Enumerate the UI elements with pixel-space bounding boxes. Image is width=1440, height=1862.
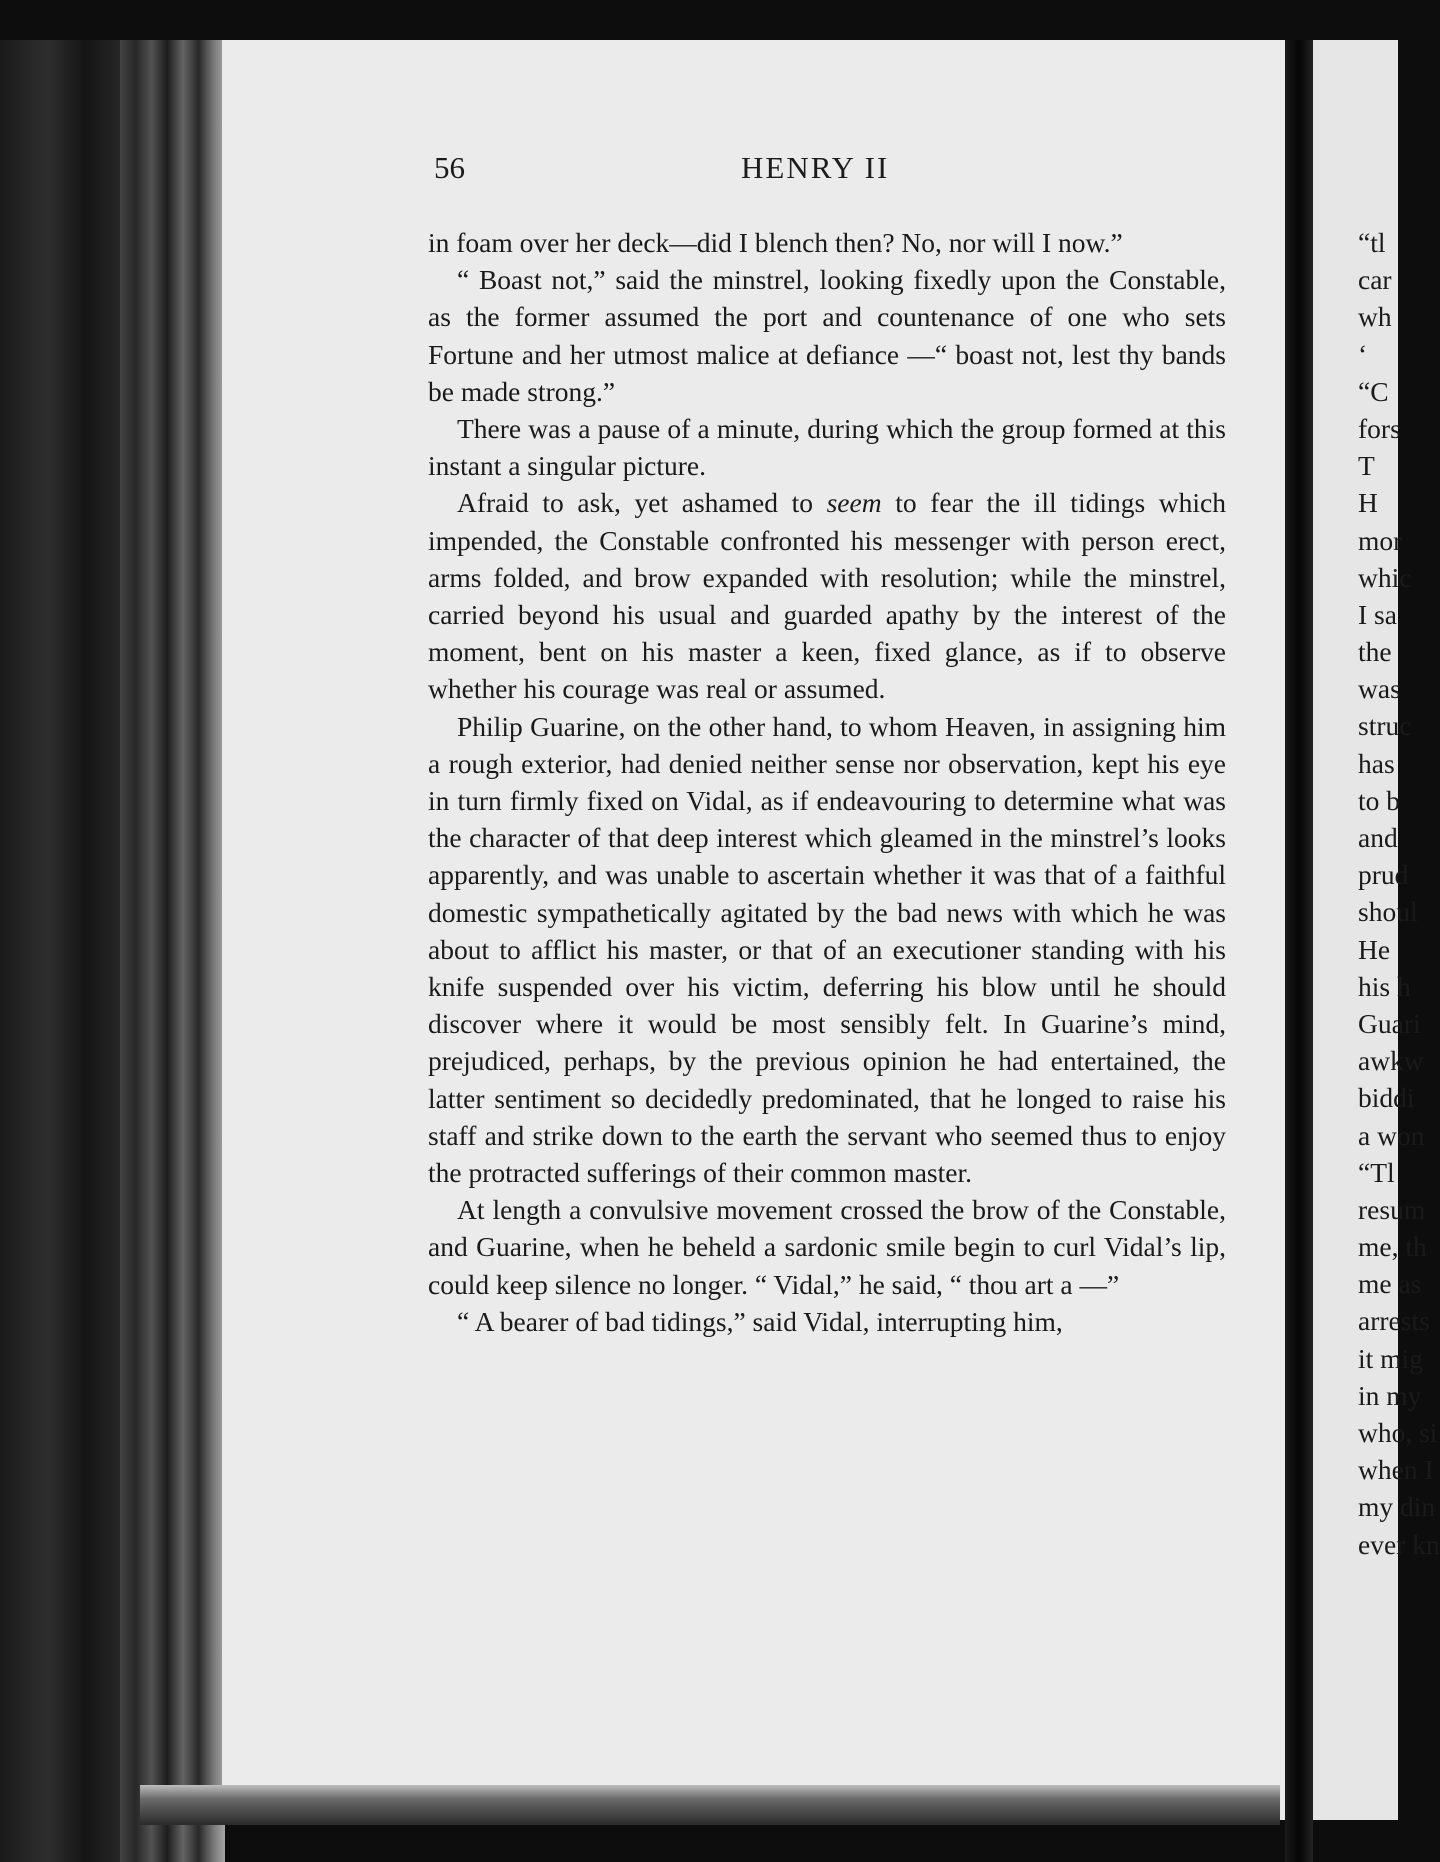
paragraph: “ Boast not,” said the minstrel, looking fixedly upon the Constable, as the former assumed the port and countenance of one who sets Fortune and her utmost malice at defiance —“ boast not, lest thy bands be made strong.” bbox=[428, 264, 1226, 407]
page-bottom-edge bbox=[140, 1785, 1280, 1825]
facing-page-line: who, si bbox=[1358, 1417, 1438, 1448]
book-spine-edge bbox=[0, 40, 120, 1862]
running-head: HENRY II bbox=[741, 150, 890, 185]
facing-page-line: “Tl bbox=[1358, 1156, 1395, 1188]
page-number: 56 bbox=[434, 150, 465, 185]
facing-page-line: “C bbox=[1358, 375, 1389, 407]
facing-page-line: me as bbox=[1358, 1268, 1422, 1300]
paragraph: There was a pause of a minute, during which the group formed at this instant a singular picture. bbox=[428, 413, 1226, 482]
facing-page-text bbox=[1358, 224, 1440, 1563]
facing-page-line: biddi bbox=[1358, 1082, 1415, 1114]
facing-page-line: when I bbox=[1358, 1454, 1434, 1486]
facing-page-line: resum bbox=[1358, 1193, 1426, 1225]
facing-page-line: ‘ bbox=[1358, 338, 1368, 370]
facing-page-line: was bbox=[1358, 673, 1401, 705]
facing-page-line: “tl bbox=[1358, 227, 1386, 258]
facing-page-line: the bbox=[1358, 636, 1392, 668]
facing-page-line: awkw bbox=[1358, 1045, 1424, 1077]
paragraph: Philip Guarine, on the other hand, to whom Heaven, in assigning him a rough exterior, had denied neither sense nor observation, kept his eye in turn firmly fixed on Vidal, as if endeavouring to determine what was the character of that deep interest which gleamed in the minstrel’s looks apparently, and was unable to ascertain whether it was that of a faithful domestic sympathetically agitated by the bad news with which he was about to afflict his master, or that of an executioner standing with his knife suspended over his victim, deferring his blow until he should discover where it would be most sensibly felt. In Guarine’s mind, prejudiced, perhaps, by the previous opinion he had entertained, the latter sentiment so decidedly predominated, that he longed to raise his staff and strike down to the earth the servant who seemed thus to enjoy the protracted sufferings of their common master. bbox=[428, 710, 1226, 1189]
facing-page-line: Guari bbox=[1358, 1007, 1421, 1039]
page-edges bbox=[120, 40, 225, 1862]
facing-page-line: prud bbox=[1358, 859, 1409, 891]
facing-page-line: mor bbox=[1358, 524, 1403, 556]
facing-page-line: T bbox=[1358, 450, 1375, 482]
paragraph: Afraid to ask, yet ashamed to seem to fear the ill tidings which impended, the Constable confronted his messenger with person erect, arms folded, and brow expanded with resolution; while the minstrel, carried beyond his usual and guarded apathy by the interest of the moment, bent on his master a keen, fixed glance, as if to observe whether his courage was real or assumed. bbox=[428, 487, 1226, 705]
facing-page-line: it mig bbox=[1358, 1342, 1423, 1374]
facing-page-line: a won bbox=[1358, 1119, 1425, 1151]
body-text bbox=[428, 224, 1226, 1340]
facing-page-line: fors bbox=[1358, 412, 1401, 444]
facing-page-line: and bbox=[1358, 822, 1398, 853]
facing-page-line: He bbox=[1358, 933, 1391, 965]
facing-page-line: his h bbox=[1358, 970, 1411, 1002]
book-gutter bbox=[1285, 40, 1313, 1862]
facing-page-line: my din bbox=[1358, 1491, 1436, 1523]
facing-page-line: wh bbox=[1358, 301, 1392, 333]
facing-page-line: to b bbox=[1358, 784, 1401, 816]
facing-page-line: shoul bbox=[1358, 896, 1418, 928]
paragraph: in foam over her deck—did I blench then? No, nor will I now.” bbox=[428, 227, 1123, 258]
paragraph: At length a convulsive movement crossed the brow of the Constable, and Guarine, when he beheld a sardonic smile begin to curl Vidal’s lip, could keep silence no longer. “ Vidal,” he said, “ thou art a —” bbox=[428, 1194, 1226, 1300]
facing-page-line: H bbox=[1358, 487, 1378, 519]
facing-page-line: I sa bbox=[1358, 598, 1397, 630]
facing-page-line: whic bbox=[1358, 561, 1412, 593]
facing-page-line: in my bbox=[1358, 1379, 1422, 1411]
facing-page-line: car bbox=[1358, 264, 1392, 296]
facing-page-line: arrests bbox=[1358, 1305, 1430, 1337]
paragraph: “ A bearer of bad tidings,” said Vidal, interrupting him, bbox=[457, 1305, 1063, 1337]
facing-page-line: ever kn bbox=[1358, 1528, 1440, 1560]
facing-page-line: has bbox=[1358, 747, 1395, 779]
facing-page-line: struc bbox=[1358, 710, 1412, 742]
facing-page-line: me, th bbox=[1358, 1231, 1427, 1263]
